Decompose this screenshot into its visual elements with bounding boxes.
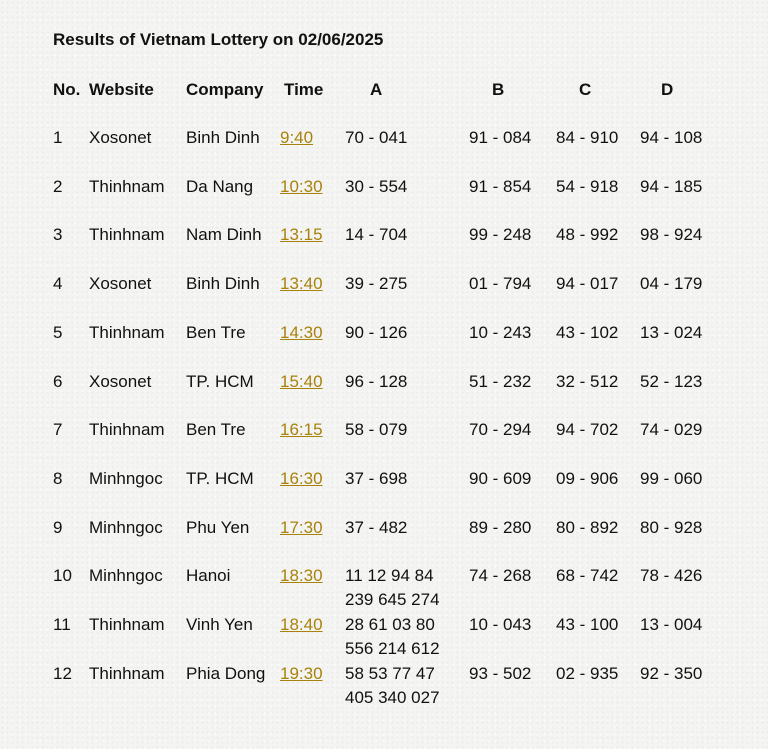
cell-c: 09 - 906 xyxy=(556,468,619,488)
cell-time[interactable]: 15:40 xyxy=(280,371,323,391)
cell-c: 32 - 512 xyxy=(556,371,619,391)
table-row xyxy=(0,468,768,492)
cell-a: 37 - 698 xyxy=(345,468,408,488)
cell-website: Minhngoc xyxy=(89,468,163,488)
table-row xyxy=(0,663,768,707)
cell-company: Vinh Yen xyxy=(186,615,253,634)
cell-time[interactable]: 17:30 xyxy=(280,517,323,537)
header-c: C xyxy=(579,80,592,99)
cell-a: 58 53 77 47 xyxy=(345,663,435,683)
cell-c: 94 - 017 xyxy=(556,274,619,294)
cell-a: 70 - 041 xyxy=(345,128,408,147)
cell-b: 99 - 248 xyxy=(469,225,532,245)
cell-company: TP. HCM xyxy=(186,371,254,391)
cell-b: 01 - 794 xyxy=(469,274,532,294)
cell-b: 91 - 854 xyxy=(469,176,532,196)
cell-c: 48 - 992 xyxy=(556,225,619,245)
cell-d: 92 - 350 xyxy=(640,663,703,683)
cell-website: Minhngoc xyxy=(89,566,163,586)
cell-a: 90 - 126 xyxy=(345,322,408,342)
cell-a: 11 12 94 84 xyxy=(345,566,434,586)
cell-no: 3 xyxy=(53,225,63,245)
cell-company: Phu Yen xyxy=(186,517,250,537)
cell-c: 43 - 100 xyxy=(556,615,619,634)
cell-time[interactable]: 14:30 xyxy=(280,322,323,342)
header-company: Company xyxy=(186,80,264,99)
cell-d: 98 - 924 xyxy=(640,225,703,245)
cell-d: 78 - 426 xyxy=(640,566,703,586)
cell-d: 13 - 004 xyxy=(640,615,703,634)
cell-c: 43 - 102 xyxy=(556,322,619,342)
cell-a: 39 - 275 xyxy=(345,274,408,294)
header-b: B xyxy=(492,80,505,99)
cell-website: Xosonet xyxy=(89,128,152,147)
header-website: Website xyxy=(89,80,154,99)
cell-a: 58 - 079 xyxy=(345,420,408,440)
cell-b: 70 - 294 xyxy=(469,420,532,440)
cell-no: 8 xyxy=(53,468,63,488)
cell-company: TP. HCM xyxy=(186,468,254,488)
cell-time[interactable]: 16:15 xyxy=(280,420,323,440)
page-title: Results of Vietnam Lottery on 02/06/2025 xyxy=(53,30,384,49)
cell-b: 51 - 232 xyxy=(469,371,532,391)
cell-time[interactable]: 13:40 xyxy=(280,274,323,294)
table-row xyxy=(0,517,768,541)
cell-d: 04 - 179 xyxy=(640,274,703,294)
cell-company: Da Nang xyxy=(186,176,254,196)
cell-b: 89 - 280 xyxy=(469,517,532,537)
cell-company: Phia Dong xyxy=(186,663,266,683)
cell-no: 7 xyxy=(53,420,63,440)
cell-a-line2: 556 214 612 xyxy=(345,639,440,658)
cell-d: 99 - 060 xyxy=(640,468,703,488)
cell-company: Hanoi xyxy=(186,566,231,586)
cell-website: Thinhnam xyxy=(89,225,165,245)
cell-d: 94 - 108 xyxy=(640,128,703,147)
cell-website: Thinhnam xyxy=(89,615,165,634)
cell-time[interactable]: 9:40 xyxy=(280,128,314,147)
cell-a: 37 - 482 xyxy=(345,517,408,537)
cell-a-line2: 239 645 274 xyxy=(345,590,440,610)
cell-website: Thinhnam xyxy=(89,663,165,683)
cell-c: 68 - 742 xyxy=(556,566,619,586)
cell-website: Xosonet xyxy=(89,371,152,391)
header-time: Time xyxy=(284,80,324,99)
header-d: D xyxy=(661,80,674,99)
cell-b: 93 - 502 xyxy=(469,663,532,683)
cell-company: Binh Dinh xyxy=(186,128,260,147)
cell-company: Binh Dinh xyxy=(186,274,260,294)
cell-website: Thinhnam xyxy=(89,176,165,196)
cell-a-line2: 405 340 027 xyxy=(345,687,440,707)
cell-time[interactable]: 13:15 xyxy=(280,225,323,245)
cell-b: 10 - 043 xyxy=(469,615,532,634)
cell-company: Ben Tre xyxy=(186,420,246,440)
table-row xyxy=(0,614,768,658)
cell-no: 9 xyxy=(53,517,63,537)
cell-company: Ben Tre xyxy=(186,322,246,342)
table-row xyxy=(0,127,768,151)
cell-time[interactable]: 10:30 xyxy=(280,176,323,196)
cell-time[interactable]: 18:40 xyxy=(280,615,323,634)
cell-c: 02 - 935 xyxy=(556,663,619,683)
table-row xyxy=(0,176,768,200)
cell-website: Xosonet xyxy=(89,274,152,294)
cell-no: 4 xyxy=(53,274,63,294)
cell-no: 6 xyxy=(53,371,63,391)
cell-c: 84 - 910 xyxy=(556,128,619,147)
table-header-row xyxy=(0,79,768,103)
table-row xyxy=(0,419,768,443)
cell-d: 74 - 029 xyxy=(640,420,703,440)
cell-d: 13 - 024 xyxy=(640,322,703,342)
cell-no: 1 xyxy=(53,128,63,147)
cell-no: 11 xyxy=(53,615,71,634)
cell-website: Thinhnam xyxy=(89,322,165,342)
cell-b: 90 - 609 xyxy=(469,468,532,488)
header-a: A xyxy=(370,80,383,99)
table-row xyxy=(0,322,768,346)
cell-c: 80 - 892 xyxy=(556,517,619,537)
cell-a: 14 - 704 xyxy=(345,225,408,245)
table-row xyxy=(0,371,768,395)
cell-no: 10 xyxy=(53,566,72,586)
cell-website: Thinhnam xyxy=(89,420,165,440)
cell-time[interactable]: 16:30 xyxy=(280,468,323,488)
cell-no: 12 xyxy=(53,663,72,683)
header-no: No. xyxy=(53,80,81,99)
cell-a: 30 - 554 xyxy=(345,176,408,196)
cell-a: 28 61 03 80 xyxy=(345,615,435,634)
cell-b: 74 - 268 xyxy=(469,566,532,586)
cell-a: 96 - 128 xyxy=(345,371,408,391)
cell-no: 5 xyxy=(53,322,63,342)
table-row xyxy=(0,565,768,610)
cell-c: 54 - 918 xyxy=(556,176,619,196)
cell-time[interactable]: 19:30 xyxy=(280,663,323,683)
cell-d: 94 - 185 xyxy=(640,176,703,196)
table-row xyxy=(0,224,768,248)
cell-time[interactable]: 18:30 xyxy=(280,566,323,586)
cell-company: Nam Dinh xyxy=(186,225,262,245)
cell-d: 52 - 123 xyxy=(640,371,703,391)
cell-no: 2 xyxy=(53,176,63,196)
cell-d: 80 - 928 xyxy=(640,517,703,537)
table-row xyxy=(0,273,768,297)
cell-website: Minhngoc xyxy=(89,517,163,537)
cell-c: 94 - 702 xyxy=(556,420,619,440)
cell-b: 10 - 243 xyxy=(469,322,532,342)
cell-b: 91 - 084 xyxy=(469,128,532,147)
